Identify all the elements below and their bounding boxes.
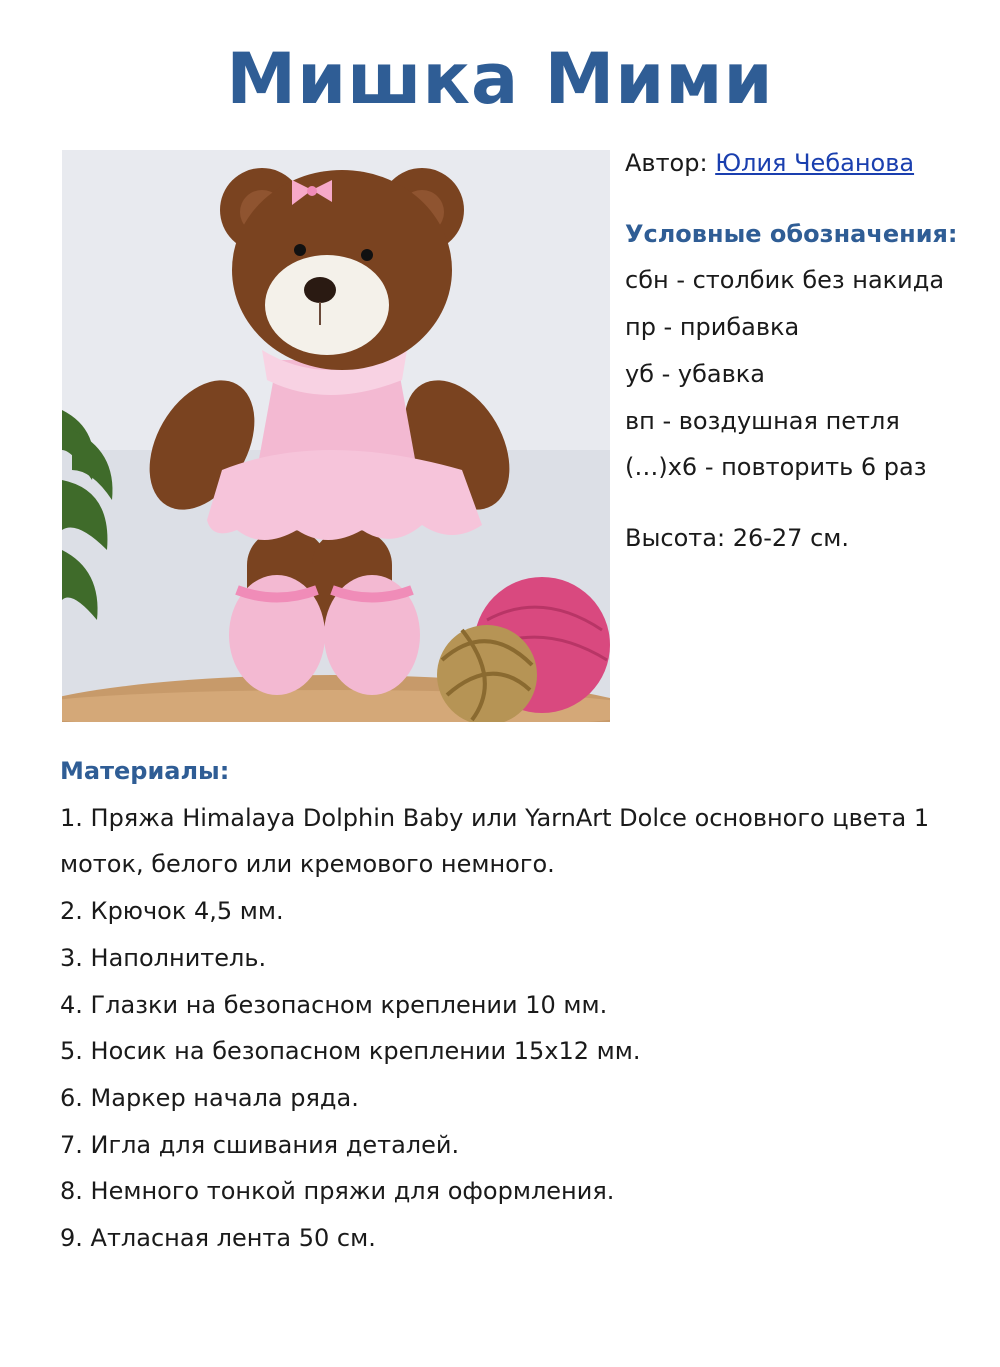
legend-item: сбн - столбик без накида bbox=[625, 266, 945, 295]
materials-section bbox=[60, 748, 940, 1262]
material-item: 8. Немного тонкой пряжи для оформления. bbox=[60, 1177, 615, 1206]
material-item: 1. Пряжа Himalaya Dolphin Baby или YarnArt Dolce основного цвета 1 моток, белого или кремового немного. bbox=[60, 803, 930, 879]
legend-item: (…)х6 - повторить 6 раз bbox=[625, 453, 927, 482]
material-item: 5. Носик на безопасном креплении 15х12 мм. bbox=[60, 1037, 641, 1066]
author-line bbox=[625, 140, 985, 187]
material-item: 2. Крючок 4,5 мм. bbox=[60, 897, 284, 926]
material-item: 9. Атласная лента 50 см. bbox=[60, 1224, 376, 1253]
legend-item: уб - убавка bbox=[625, 359, 765, 388]
legend-heading: Условные обозначения: bbox=[625, 219, 958, 248]
material-item: 3. Наполнитель. bbox=[60, 943, 267, 972]
material-item: 6. Маркер начала ряда. bbox=[60, 1083, 359, 1112]
info-panel bbox=[625, 140, 985, 562]
legend-item: вп - воздушная петля bbox=[625, 406, 900, 435]
author-label: Автор: bbox=[625, 149, 716, 177]
author-link[interactable]: Юлия Чебанова bbox=[715, 149, 915, 177]
bear-photo bbox=[62, 150, 610, 722]
height-info: Высота: 26-27 см. bbox=[625, 523, 849, 552]
materials-heading: Материалы: bbox=[60, 757, 230, 785]
legend-item: пр - прибавка bbox=[625, 313, 800, 342]
page-title: Мишка Мими bbox=[226, 38, 774, 120]
material-item: 4. Глазки на безопасном креплении 10 мм. bbox=[60, 990, 608, 1019]
material-item: 7. Игла для сшивания деталей. bbox=[60, 1130, 460, 1159]
